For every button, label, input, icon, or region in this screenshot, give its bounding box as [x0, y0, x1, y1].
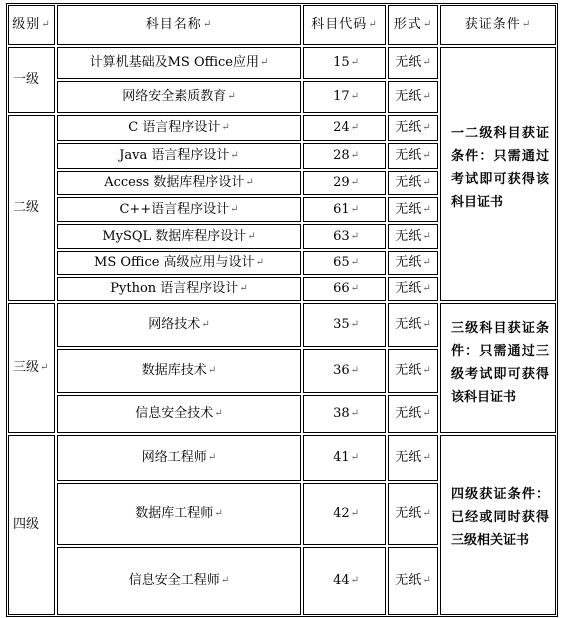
paragraph-mark: ↵: [350, 508, 359, 519]
exam-form: 无纸: [395, 228, 422, 244]
subject-name: Access 数据库程序设计: [104, 175, 245, 191]
paragraph-mark: ↵: [422, 365, 431, 376]
paragraph-mark: ↵: [245, 177, 254, 188]
header-code-label: 科目代码: [311, 17, 368, 33]
exam-form: 无纸: [395, 148, 422, 164]
condition-text: 四级获证条件：已经或同时获得三级相关证书: [451, 487, 549, 548]
paragraph-mark: ↵: [220, 575, 230, 586]
exam-form: 无纸: [395, 255, 422, 271]
paragraph-mark: ↵: [422, 408, 431, 419]
paragraph-mark: ↵: [247, 230, 256, 242]
paragraph-mark: ↵: [214, 408, 223, 419]
paragraph-mark: ↵: [422, 150, 431, 161]
level-label: 三级: [13, 360, 40, 376]
paragraph-mark: ↵: [422, 575, 431, 586]
exam-form: 无纸: [395, 573, 422, 589]
subject-name: 网络安全素质教育: [122, 89, 227, 105]
paragraph-mark: ↵: [202, 19, 213, 30]
paragraph-mark: ↵: [214, 508, 223, 519]
subject-code: 28: [333, 148, 350, 164]
subject-name: C++语言程序设计: [119, 201, 230, 217]
condition-text: 一二级科目获证条件：只需通过考试即可获得该科目证书: [451, 126, 549, 210]
paragraph-mark: ↵: [230, 150, 239, 161]
condition-text: 三级科目获证条件：只需通过三级考试即可获得该科目证书: [451, 321, 549, 405]
paragraph-mark: ↵: [350, 283, 359, 294]
subject-name: 网络技术: [148, 317, 201, 333]
header-form-label: 形式: [393, 17, 422, 33]
paragraph-mark: ↵: [207, 452, 217, 463]
subject-code: 41: [333, 450, 350, 466]
paragraph-mark: ↵: [422, 203, 431, 215]
paragraph-mark: ↵: [422, 452, 431, 463]
paragraph-mark: ↵: [350, 203, 359, 215]
paragraph-mark: ↵: [350, 150, 359, 161]
exam-form: 无纸: [395, 175, 422, 191]
paragraph-mark: ↵: [368, 19, 378, 30]
paragraph-mark: ↵: [350, 408, 359, 419]
exam-form: 无纸: [395, 450, 422, 466]
paragraph-mark: ↵: [259, 57, 269, 68]
subject-name: MS Office 高级应用与设计: [94, 255, 255, 271]
table-frame: [6, 3, 558, 617]
subject-code: 36: [333, 363, 350, 379]
paragraph-mark: ↵: [350, 57, 359, 68]
subject-name: 计算机基础及MS Office应用: [89, 55, 259, 71]
subject-code: 29: [333, 175, 350, 191]
header-name-label: 科目名称: [145, 17, 202, 33]
paragraph-mark: ↵: [350, 365, 359, 376]
subject-code: 15: [333, 55, 350, 71]
exam-form: 无纸: [395, 317, 422, 333]
exam-form: 无纸: [395, 406, 422, 422]
header-condition-label: 获证条件: [464, 17, 521, 33]
paragraph-mark: ↵: [350, 452, 359, 463]
subject-code: 61: [333, 201, 350, 217]
level-label: 四级: [13, 517, 40, 533]
exam-form: 无纸: [395, 201, 422, 217]
subject-code: 66: [333, 281, 350, 297]
paragraph-mark: ↵: [227, 91, 236, 102]
level-label: 二级: [13, 200, 40, 216]
paragraph-mark: ↵: [422, 257, 431, 268]
subject-name: 数据库工程师: [135, 506, 214, 522]
subject-name: 网络工程师: [141, 450, 207, 466]
subject-name: Java 语言程序设计: [119, 148, 230, 164]
subject-name: Python 语言程序设计: [110, 281, 239, 297]
subject-name: 信息安全技术: [135, 406, 214, 422]
exam-form: 无纸: [395, 281, 422, 297]
paragraph-mark: ↵: [221, 122, 230, 133]
paragraph-mark: ↵: [350, 91, 359, 102]
paragraph-mark: ↵: [350, 122, 359, 133]
paragraph-mark: ↵: [422, 122, 431, 133]
paragraph-mark: ↵: [41, 19, 51, 30]
paragraph-mark: ↵: [230, 203, 239, 215]
exam-form: 无纸: [395, 89, 422, 105]
subject-name: 数据库技术: [141, 363, 207, 379]
paragraph-mark: ↵: [40, 362, 49, 373]
subject-code: 17: [333, 89, 350, 105]
paragraph-mark: ↵: [422, 230, 431, 242]
paragraph-mark: ↵: [350, 575, 359, 586]
paragraph-mark: ↵: [422, 508, 431, 519]
subject-code: 42: [333, 506, 350, 522]
paragraph-mark: ↵: [422, 19, 433, 30]
paragraph-mark: ↵: [422, 57, 431, 68]
paragraph-mark: ↵: [521, 19, 532, 30]
exam-form: 无纸: [395, 120, 422, 136]
paragraph-mark: ↵: [350, 319, 359, 330]
subject-code: 35: [333, 317, 350, 333]
level-label: 一级: [13, 72, 40, 88]
paragraph-mark: ↵: [201, 319, 210, 330]
paragraph-mark: ↵: [255, 257, 264, 268]
paragraph-mark: ↵: [207, 365, 217, 376]
exam-form: 无纸: [395, 506, 422, 522]
subject-code: 24: [333, 120, 350, 136]
paragraph-mark: ↵: [422, 91, 431, 102]
subject-code: 44: [333, 573, 350, 589]
header-level-label: 级别: [12, 17, 41, 33]
subject-code: 38: [333, 406, 350, 422]
paragraph-mark: ↵: [422, 283, 431, 294]
subject-name: 信息安全工程师: [128, 573, 220, 589]
paragraph-mark: ↵: [350, 177, 359, 188]
subject-code: 65: [333, 255, 350, 271]
paragraph-mark: ↵: [350, 257, 359, 268]
exam-form: 无纸: [395, 55, 422, 71]
exam-form: 无纸: [395, 363, 422, 379]
paragraph-mark: ↵: [422, 319, 431, 330]
paragraph-mark: ↵: [350, 230, 359, 242]
subject-name: C 语言程序设计: [128, 120, 221, 136]
paragraph-mark: ↵: [239, 283, 248, 294]
paragraph-mark: ↵: [422, 177, 431, 188]
subject-name: MySQL 数据库程序设计: [102, 228, 247, 244]
subject-code: 63: [333, 228, 350, 244]
